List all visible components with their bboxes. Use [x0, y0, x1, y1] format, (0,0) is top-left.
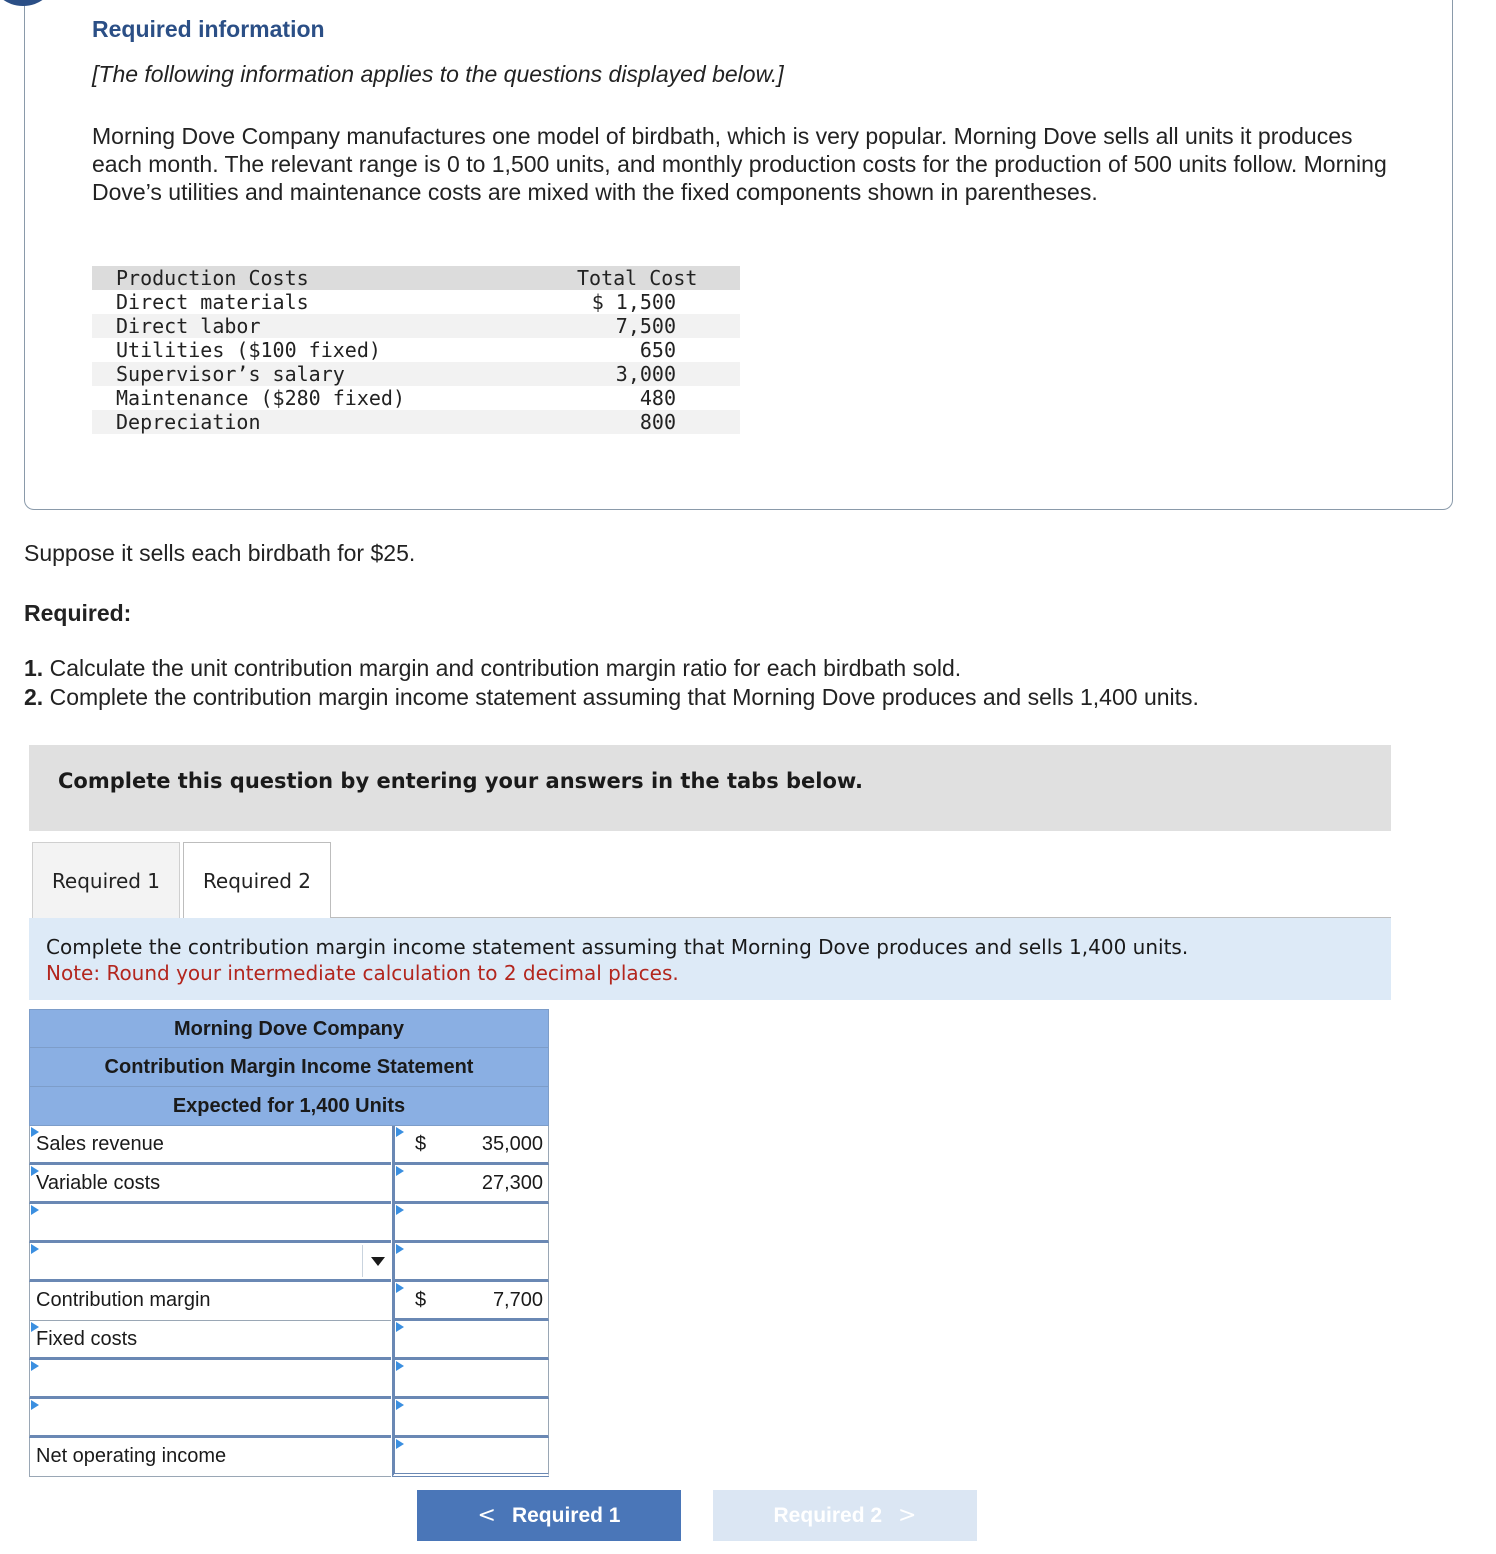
entry-flag-icon: [31, 1127, 39, 1137]
cost-value: 3,000: [615, 362, 676, 386]
entry-flag-icon: [31, 1361, 39, 1371]
tab-required-2[interactable]: Required 2: [183, 842, 331, 918]
entry-flag-icon: [31, 1400, 39, 1410]
cost-header-label: Production Costs: [116, 266, 309, 290]
cost-row: [92, 362, 740, 386]
entry-flag-icon: [396, 1283, 404, 1293]
cost-row: [92, 314, 740, 338]
statement-row-net-operating-income: [29, 1438, 549, 1477]
instruction-text: Complete the contribution margin income statement assuming that Morning Dove produces and sells 1,400 units.: [46, 935, 1189, 959]
requirement-text: Complete the contribution margin income statement assuming that Morning Dove produces and sells 1,400 units.: [43, 684, 1199, 710]
amount-input[interactable]: [392, 1321, 549, 1360]
cost-label: Direct labor: [116, 314, 261, 338]
entry-flag-icon: [31, 1244, 39, 1254]
required-info-title: Required information: [92, 16, 325, 42]
cost-label: Supervisor’s salary: [116, 362, 345, 386]
cost-value: 650: [639, 338, 676, 362]
entry-flag-icon: [31, 1205, 39, 1215]
cost-label: Depreciation: [116, 410, 261, 434]
statement-title: Contribution Margin Income Statement: [29, 1048, 549, 1087]
cost-label: Direct materials: [116, 290, 309, 314]
amount-input[interactable]: [392, 1165, 549, 1204]
entry-flag-icon: [31, 1322, 39, 1332]
label-input[interactable]: [29, 1204, 391, 1243]
banner-text: Complete this question by entering your answers in the tabs below.: [58, 769, 863, 793]
chevron-left-icon: <: [477, 1503, 496, 1528]
entry-flag-icon: [396, 1400, 404, 1410]
row-label: Contribution margin: [36, 1289, 211, 1311]
requirement-number: 1.: [24, 655, 44, 681]
amount-input[interactable]: [392, 1243, 549, 1282]
cost-row: [92, 386, 740, 410]
cost-row: [92, 338, 740, 362]
currency-symbol: $: [415, 1289, 427, 1311]
dropdown-separator: [362, 1245, 363, 1277]
label-input[interactable]: [29, 1165, 391, 1204]
statement-subtitle: Expected for 1,400 Units: [29, 1087, 549, 1126]
next-required-2-button[interactable]: [713, 1490, 977, 1541]
required-heading: Required:: [24, 600, 132, 626]
rounding-note: Note: Round your intermediate calculation to 2 decimal places.: [46, 961, 679, 985]
requirement-text: Calculate the unit contribution margin and contribution margin ratio for each birdbath sold.: [43, 655, 962, 681]
label-input[interactable]: [29, 1360, 391, 1399]
label-input[interactable]: [29, 1399, 391, 1438]
cost-value: 480: [639, 386, 676, 410]
row-label-cell: [29, 1282, 391, 1321]
entry-flag-icon: [396, 1439, 404, 1449]
statement-row-blank: [29, 1204, 549, 1243]
amount-input[interactable]: [392, 1360, 549, 1399]
statement-company: Morning Dove Company: [29, 1009, 549, 1048]
cost-value: 7,500: [615, 314, 676, 338]
amount-value: 35,000: [481, 1133, 543, 1155]
entry-flag-icon: [396, 1322, 404, 1332]
label-dropdown[interactable]: [29, 1243, 391, 1282]
previous-required-1-button[interactable]: [417, 1490, 681, 1541]
amount-value: 27,300: [481, 1172, 543, 1194]
cost-row: [92, 290, 740, 314]
requirement-1: [24, 655, 961, 682]
amount-input[interactable]: [392, 1438, 549, 1477]
entry-flag-icon: [396, 1361, 404, 1371]
statement-row-variable-costs: [29, 1165, 549, 1204]
chevron-right-icon: >: [898, 1503, 917, 1528]
statement-row-blank: [29, 1360, 549, 1399]
cost-label: Maintenance ($280 fixed): [116, 386, 405, 410]
tab-instructions: [29, 918, 1391, 1000]
tab-required-1[interactable]: Required 1: [32, 842, 180, 918]
amount-input[interactable]: [392, 1204, 549, 1243]
prev-button-label: Required 1: [511, 1503, 621, 1527]
cost-value: $ 1,500: [591, 290, 676, 314]
row-label: Fixed costs: [36, 1328, 138, 1350]
amount-input[interactable]: [392, 1282, 549, 1321]
production-cost-table: [92, 266, 740, 434]
statement-row-sales-revenue: [29, 1126, 549, 1165]
cost-row: [92, 410, 740, 434]
label-input[interactable]: [29, 1126, 391, 1165]
entry-flag-icon: [31, 1166, 39, 1176]
amount-input[interactable]: [392, 1399, 549, 1438]
cost-header-value: Total Cost: [577, 266, 698, 290]
cost-value: 800: [639, 410, 676, 434]
selling-price-statement: Suppose it sells each birdbath for $25.: [24, 540, 416, 566]
row-label-cell: [29, 1438, 391, 1477]
statement-row-dropdown: [29, 1243, 549, 1282]
instruction-banner: [29, 745, 1391, 831]
statement-row-fixed-costs: [29, 1321, 549, 1360]
entry-flag-icon: [396, 1205, 404, 1215]
currency-symbol: $: [415, 1133, 427, 1155]
row-label: Net operating income: [36, 1445, 227, 1467]
required-info-subtitle: [The following information applies to the questions displayed below.]: [92, 61, 784, 87]
entry-flag-icon: [396, 1127, 404, 1137]
amount-value: 7,700: [492, 1289, 543, 1311]
dropdown-arrow-icon[interactable]: [371, 1257, 385, 1266]
next-button-label: Required 2: [773, 1503, 883, 1527]
entry-flag-icon: [396, 1166, 404, 1176]
label-input[interactable]: [29, 1321, 391, 1360]
statement-row-blank: [29, 1399, 549, 1438]
entry-flag-icon: [396, 1244, 404, 1254]
cost-label: Utilities ($100 fixed): [116, 338, 381, 362]
income-statement: [29, 1009, 549, 1477]
row-label: Sales revenue: [36, 1133, 164, 1155]
intro-paragraph: Morning Dove Company manufactures one model of birdbath, which is very popular. Morning Dove sells all units it produces each month. The relevant range is 0 to 1,500 units, and monthly production costs for the production of 500 units follow. Morning Dove’s utilities and maintenance costs are mixed with the fixed components shown in parentheses.: [92, 123, 1387, 205]
row-label: Variable costs: [36, 1172, 161, 1194]
cost-table-header: [92, 266, 740, 290]
requirement-2: [24, 684, 1199, 711]
amount-input[interactable]: [392, 1126, 549, 1165]
requirement-number: 2.: [24, 684, 44, 710]
statement-row-contribution-margin: [29, 1282, 549, 1321]
